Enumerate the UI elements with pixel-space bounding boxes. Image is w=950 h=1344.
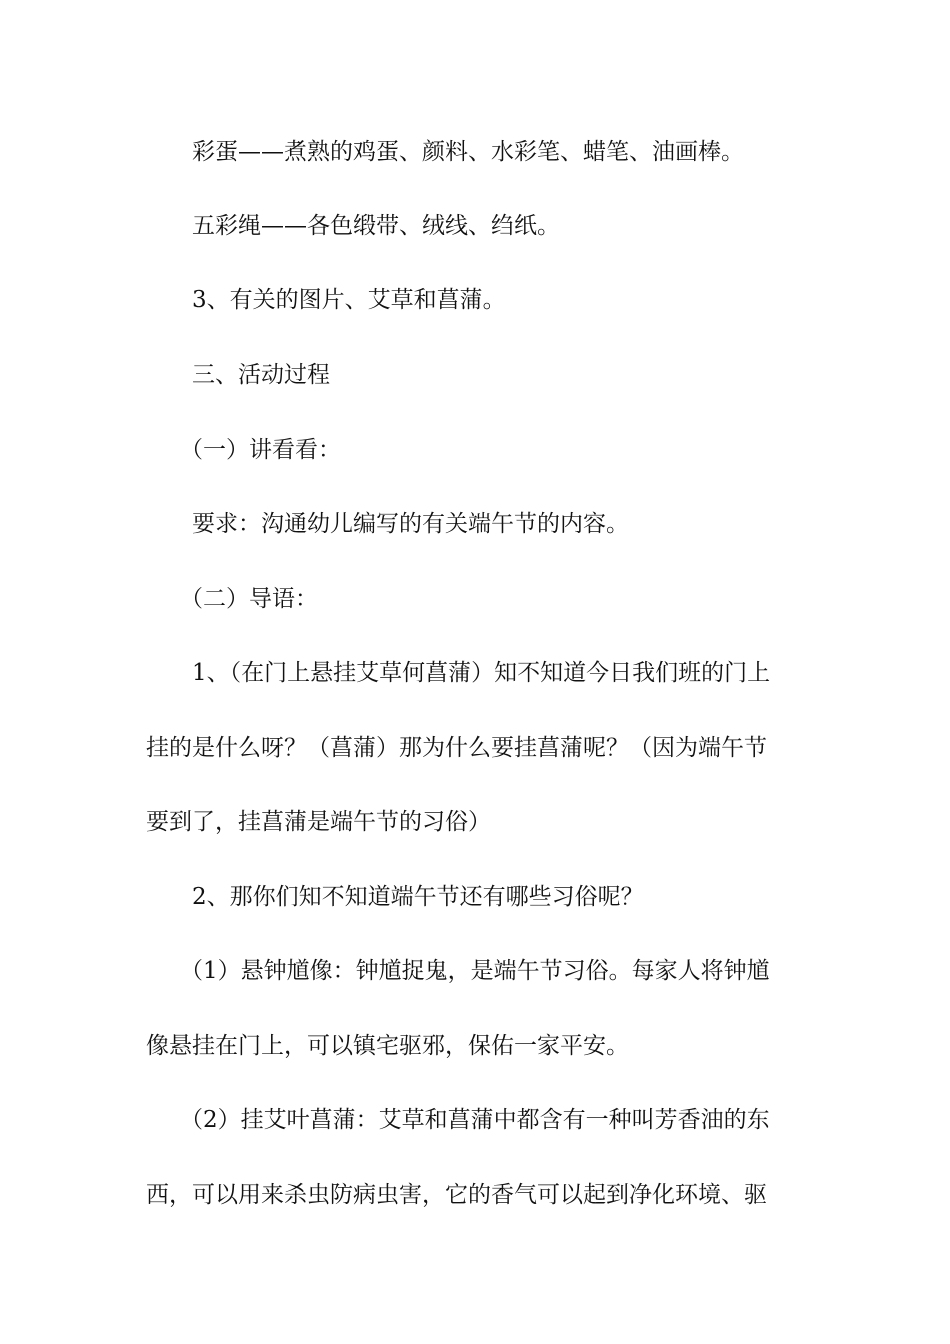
paragraph-line: 彩蛋——煮熟的鸡蛋、颜料、水彩笔、蜡笔、油画棒。 [192, 139, 744, 165]
paragraph-line: 五彩绳——各色缎带、绒线、绉纸。 [192, 213, 560, 239]
paragraph-line: 要到了，挂菖蒲是端午节的习俗） [146, 809, 491, 835]
paragraph-line: 2、那你们知不知道端午节还有哪些习俗呢？ [192, 884, 644, 910]
paragraph-line: （1）悬钟馗像：钟馗捉鬼，是端午节习俗。每家人将钟馗 [180, 958, 770, 984]
subsection-heading: （一）讲看看： [180, 437, 341, 463]
paragraph-line: 3、有关的图片、艾草和菖蒲。 [192, 287, 506, 313]
section-heading: 三、活动过程 [192, 362, 330, 388]
paragraph-line: （2）挂艾叶菖蒲：艾草和菖蒲中都含有一种叫芳香油的东 [180, 1107, 770, 1133]
paragraph-line: 挂的是什么呀？（菖蒲）那为什么要挂菖蒲呢？（因为端午节 [146, 735, 767, 761]
paragraph-line: 1、（在门上悬挂艾草何菖蒲）知不知道今日我们班的门上 [192, 660, 771, 686]
subsection-heading: （二）导语： [180, 586, 318, 612]
paragraph-line: 像悬挂在门上，可以镇宅驱邪，保佑一家平安。 [146, 1033, 629, 1059]
paragraph-line: 要求：沟通幼儿编写的有关端午节的内容。 [192, 511, 629, 537]
paragraph-line: 西，可以用来杀虫防病虫害，它的香气可以起到净化环境、驱 [146, 1182, 767, 1208]
